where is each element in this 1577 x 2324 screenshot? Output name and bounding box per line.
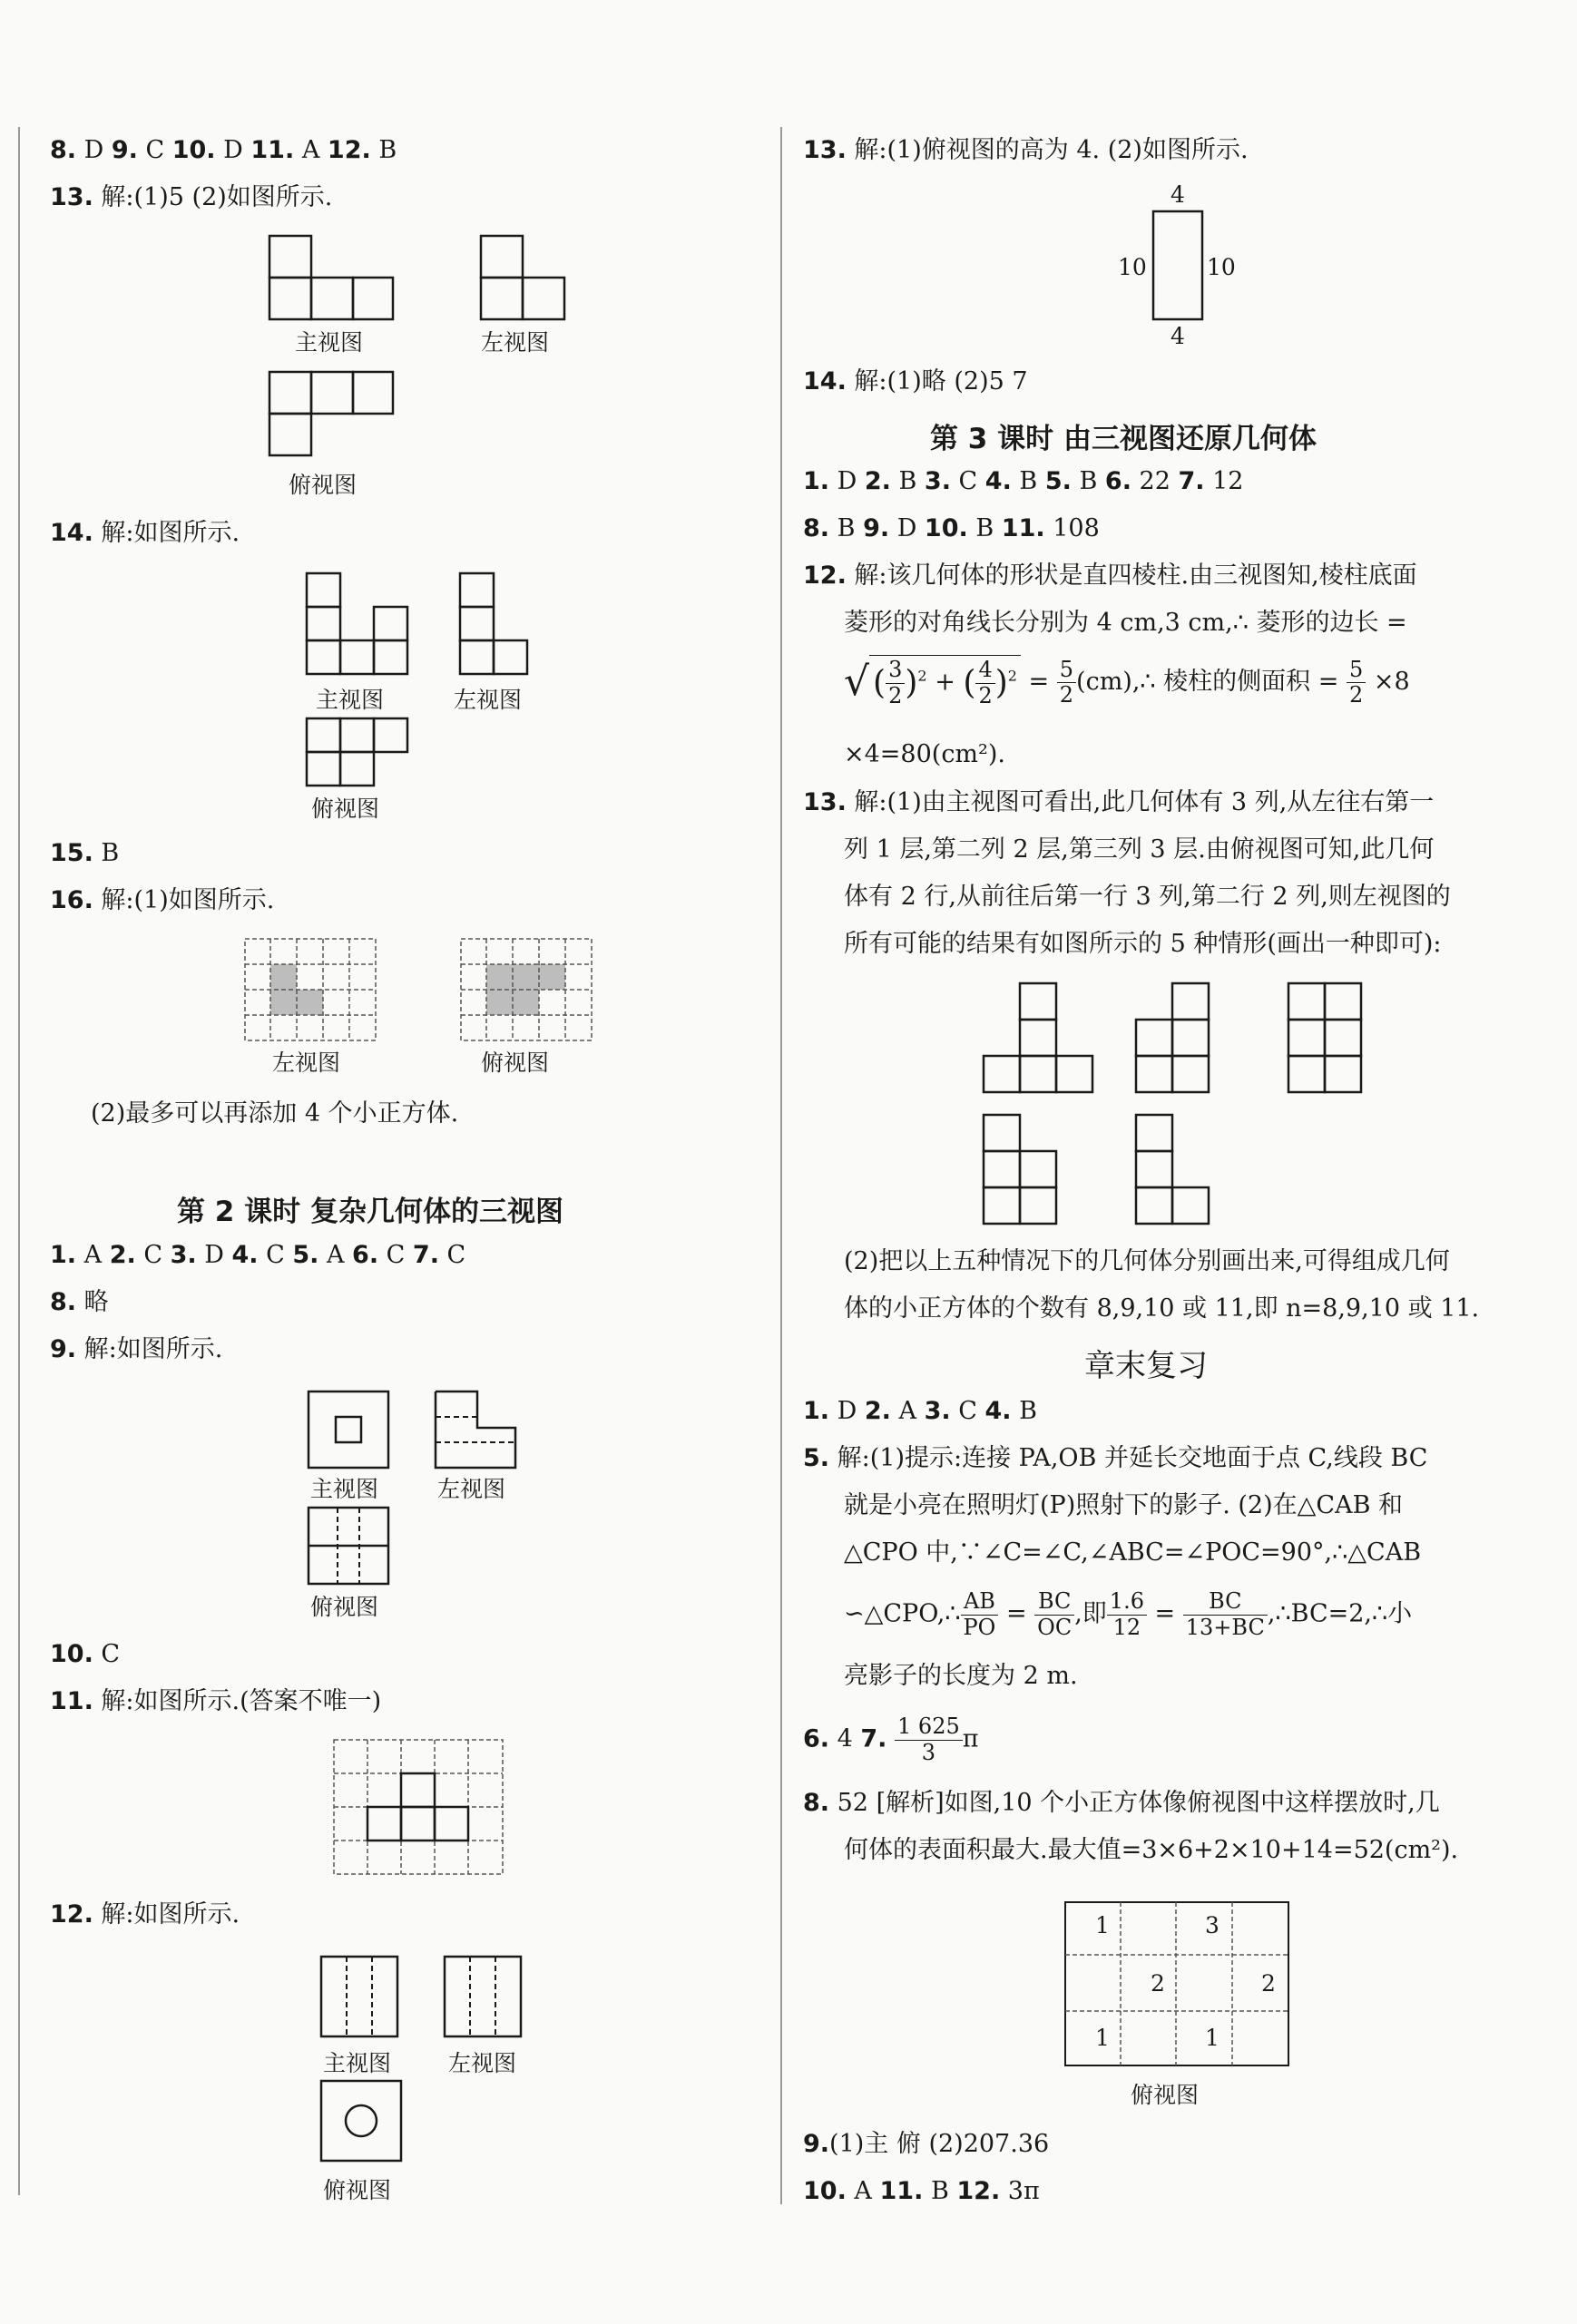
q9-front-view: [307, 1390, 390, 1470]
q12-front-view: [319, 1955, 399, 2038]
answers-10-12-review: 10. A 11. B 12. 3π: [803, 2177, 1040, 2205]
r-q12-line1: 12. 解:该几何体的形状是直四棱柱.由三视图知,棱柱底面: [803, 561, 1417, 590]
q12-top-caption: 俯视图: [323, 2177, 392, 2203]
q12-left-view: [443, 1955, 523, 2038]
r-q5-line4: ∽△CPO,∴ $\frac{AB}{PO}$ = $\frac{BC}{OC}$ ,即 $\frac{1.6}{12}$ = $\frac{BC}{13+BC}$ ,∴BC=2,∴小: [844, 1588, 1413, 1640]
answers-1-4-review: 1. D 2. A 3. C 4. B: [803, 1397, 1037, 1425]
left-view-option-2: [1134, 981, 1250, 1094]
q13-left-view: [479, 234, 566, 321]
section-heading-lesson-2: 第 2 课时 复杂几何体的三视图: [177, 1196, 563, 1228]
answers-6-7-review: 6. 4 7. $\frac{1 625}{3}$ π: [803, 1714, 979, 1765]
q9-left-view: [434, 1390, 517, 1470]
r-q8-line1: 8. 52 [解析]如图,10 个小正方体像俯视图中这样摆放时,几: [803, 1789, 1440, 1817]
q16-top-caption: 俯视图: [481, 1050, 550, 1076]
right-margin-rule: [780, 127, 782, 2204]
r-q5-line2: 就是小亮在照明灯(P)照射下的影子. (2)在△CAB 和: [844, 1491, 1403, 1519]
r-q13b-line3: 体有 2 行,从前往后第一行 3 列,第二行 2 列,则左视图的: [844, 883, 1451, 911]
section-heading-lesson-3: 第 3 课时 由三视图还原几何体: [930, 423, 1317, 455]
r-q13b-line5: (2)把以上五种情况下的几何体分别画出来,可得组成几何: [844, 1247, 1450, 1275]
r-q13-answer: 13. 解:(1)俯视图的高为 4. (2)如图所示.: [803, 136, 1249, 164]
q13-top-caption: 俯视图: [289, 472, 358, 498]
r-q13b-line4: 所有可能的结果有如图所示的 5 种情形(画出一种即可):: [844, 930, 1442, 958]
q13-front-view: [268, 234, 395, 321]
q13-left-caption: 左视图: [481, 329, 550, 356]
q13-answer: 13. 解:(1)5 (2)如图所示.: [50, 183, 333, 211]
q10-answer: 10. C: [50, 1640, 121, 1668]
r-q12-line2: 菱形的对角线长分别为 4 cm,3 cm,∴ 菱形的边长 =: [844, 609, 1407, 637]
q9-answer: 9. 解:如图所示.: [50, 1335, 223, 1363]
q14-front-caption: 主视图: [316, 687, 385, 713]
q12-left-caption: 左视图: [448, 2050, 517, 2076]
q9-front-caption: 主视图: [310, 1476, 379, 1502]
rect-label-bottom: 4: [1171, 323, 1185, 349]
rect-label-right: 10: [1207, 254, 1236, 280]
r-q13b-line2: 列 1 层,第二列 2 层,第三列 3 层.由俯视图可知,此几何: [844, 835, 1435, 864]
q11-answer: 11. 解:如图所示.(答案不唯一): [50, 1687, 382, 1715]
answers-8-11-lesson3: 8. B 9. D 10. B 11. 108: [803, 514, 1100, 542]
q15-answer: 15. B: [50, 839, 120, 867]
left-view-option-4: [982, 1113, 1062, 1225]
q8-grid-caption: 俯视图: [1131, 2082, 1200, 2108]
left-view-option-3: [1287, 981, 1366, 1094]
q13-top-view: [268, 370, 395, 457]
answers-8-12: 8. D 9. C 10. D 11. A 12. B: [50, 136, 397, 164]
left-margin-rule: [18, 127, 20, 2195]
q9-top-caption: 俯视图: [310, 1594, 379, 1620]
q16-left-grid: [245, 939, 377, 1040]
r-q12-line4: ×4=80(cm²).: [844, 740, 1005, 768]
q12-top-view: [319, 2079, 403, 2163]
r-q5-line5: 亮影子的长度为 2 m.: [844, 1662, 1078, 1690]
grid-val-4: 2: [1261, 1970, 1276, 1997]
q14-front-view: [305, 571, 409, 676]
grid-val-1: 1: [1095, 1912, 1110, 1938]
q9-left-caption: 左视图: [437, 1476, 506, 1502]
grid-val-3: 2: [1151, 1970, 1165, 1997]
r-q12-formula: √ ( $\frac{3}{2}$ )$^2$ + ( $\frac{4}{2}$ )$^2$ = $\frac{5}{2}$ (cm),∴ 棱柱的侧面积 = $\frac{5}{2}$ ×8: [844, 655, 1410, 710]
q14-answer: 14. 解:如图所示.: [50, 519, 240, 547]
q16-part2: (2)最多可以再添加 4 个小正方体.: [91, 1099, 459, 1128]
q16-left-caption: 左视图: [272, 1050, 341, 1076]
r-q14-answer: 14. 解:(1)略 (2)5 7: [803, 367, 1028, 395]
r-q5-line3: △CPO 中,∵∠C=∠C,∠ABC=∠POC=90°,∴△CAB: [844, 1538, 1422, 1567]
r-q9-answer: 9.(1)主 俯 (2)207.36: [803, 2130, 1050, 2158]
answers-1-7-lesson2: 1. A 2. C 3. D 4. C 5. A 6. C 7. C: [50, 1241, 466, 1269]
q14-top-view: [305, 717, 409, 789]
grid-val-2: 3: [1205, 1912, 1219, 1938]
q14-left-caption: 左视图: [454, 687, 523, 713]
q14-left-view: [458, 571, 531, 676]
q12-answer: 12. 解:如图所示.: [50, 1900, 240, 1929]
grid-val-5: 1: [1095, 2025, 1110, 2051]
rect-label-top: 4: [1171, 181, 1185, 208]
grid-val-6: 1: [1205, 2025, 1219, 2051]
rect-label-left: 10: [1118, 254, 1147, 280]
r-q13b-line6: 体的小正方体的个数有 8,9,10 或 11,即 n=8,9,10 或 11.: [844, 1294, 1480, 1323]
left-view-option-5: [1134, 1113, 1214, 1225]
answers-1-7-lesson3: 1. D 2. B 3. C 4. B 5. B 6. 22 7. 12: [803, 467, 1244, 495]
section-heading-chapter-review: 章末复习: [1084, 1348, 1208, 1384]
q11-grid-view: [334, 1740, 504, 1874]
q16-answer: 16. 解:(1)如图所示.: [50, 886, 275, 914]
q13-rectangle-figure: [1152, 210, 1207, 321]
r-q13b-line1: 13. 解:(1)由主视图可看出,此几何体有 3 列,从左往右第一: [803, 788, 1435, 816]
q12-front-caption: 主视图: [323, 2050, 392, 2076]
q8-answer: 8. 略: [50, 1288, 109, 1316]
r-q5-line1: 5. 解:(1)提示:连接 PA,OB 并延长交地面于点 C,线段 BC: [803, 1444, 1428, 1472]
left-view-option-1: [982, 981, 1098, 1094]
r-q8-line2: 何体的表面积最大.最大值=3×6+2×10+14=52(cm²).: [844, 1836, 1459, 1864]
q16-top-grid: [461, 939, 593, 1040]
q14-top-caption: 俯视图: [311, 796, 380, 822]
q13-front-caption: 主视图: [295, 329, 364, 356]
q9-top-view: [307, 1506, 390, 1586]
